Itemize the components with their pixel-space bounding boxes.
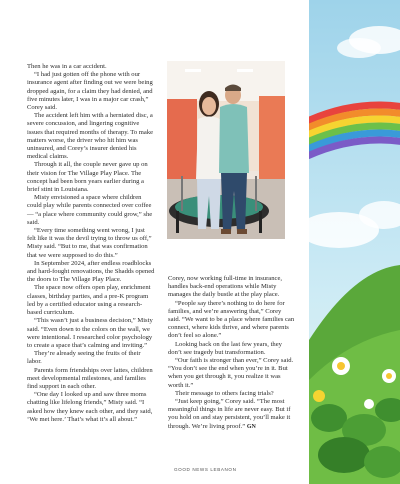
right-text-column xyxy=(168,275,295,431)
rainbow-illustration xyxy=(309,0,400,484)
paragraph: The space now offers open play, enrichment classes, birthday parties, and a pre-K program led by a certified educator using a research-based curriculum. xyxy=(27,284,151,317)
paragraph: “Every time something went wrong, I just felt like it was the devil trying to throw us off,” Misty said. “But to me, that was confirmation that we were supposed to do this.” xyxy=(27,227,152,259)
paragraph: Parents form friendships over lattes, children meet developmental milestones, and families find support in each other. xyxy=(27,366,153,390)
paragraph: “One day I looked up and saw three moms chatting like lifelong friends,” Misty said. “I asked how they knew each other, and they said, ‘We met here.’ That’s what it’s all about.” xyxy=(27,391,153,423)
paragraph: Then he was in a car accident. xyxy=(27,63,107,70)
paragraph: “I had just gotten off the phone with our insurance agent after finding out we were being dropped again, for a claim they had denied, and five minutes later, I was in a major car crash,” Corey said. xyxy=(27,71,153,112)
paragraph: In September 2024, after endless roadblocks and hard-fought renovations, the Shadds opened the doors to The Village Play Place. xyxy=(27,259,155,284)
end-mark: GN xyxy=(246,423,256,430)
footer-publication: GOOD NEWS LEBANON xyxy=(174,467,237,472)
paragraph: Through it all, the couple never gave up on their vision for The Village Play Place. The concept had been born years earlier during a brief stint in Louisiana. xyxy=(27,161,148,194)
paragraph: Misty envisioned a space where children could play while parents connected over coffee — “a place where community could grow,” she said. xyxy=(27,194,153,226)
left-text-column xyxy=(27,63,155,424)
paragraph: “This wasn’t just a business decision,” Misty said. “Even down to the colors on the wall, we were intentional. I researched color psychology to create a space that’s calming and inviting.” xyxy=(27,317,153,349)
paragraph: They’re already seeing the fruits of their labor. xyxy=(27,350,141,366)
paragraph: Their message to others facing trials? xyxy=(175,389,274,397)
paragraph: The accident left him with a herniated disc, a severe concussion, and lingering cognitive issues that required months of therapy. To make matters worse, the driver who hit him was uninsured, and Corey’s insurer denied his medical claims. xyxy=(27,112,154,161)
paragraph: “Our faith is stronger than ever,” Corey said. “You don’t see the end when you’re in it. But when you get through it, you realize it was worth it.” xyxy=(168,357,294,389)
couple-photo xyxy=(167,61,285,239)
paragraph: Corey, now working full-time in insurance, handles back-end operations while Misty manages the daily bustle at the play place. xyxy=(168,275,283,299)
paragraph: “People say there’s nothing to do here for families, and we’re answering that,” Corey said. “We want to be a place where families can connect, where kids thrive, and where parents don’t feel so alone.” xyxy=(168,299,295,340)
paragraph: Looking back on the last few years, they don’t see tragedy but transformation. xyxy=(168,340,282,356)
paragraph xyxy=(168,398,295,431)
paragraph-text: “Just keep going,” Corey said. “The most meaningful things in life are never easy. But if you hold on and stay persistent, you’ll make it through. We’re living proof.” xyxy=(168,398,291,430)
